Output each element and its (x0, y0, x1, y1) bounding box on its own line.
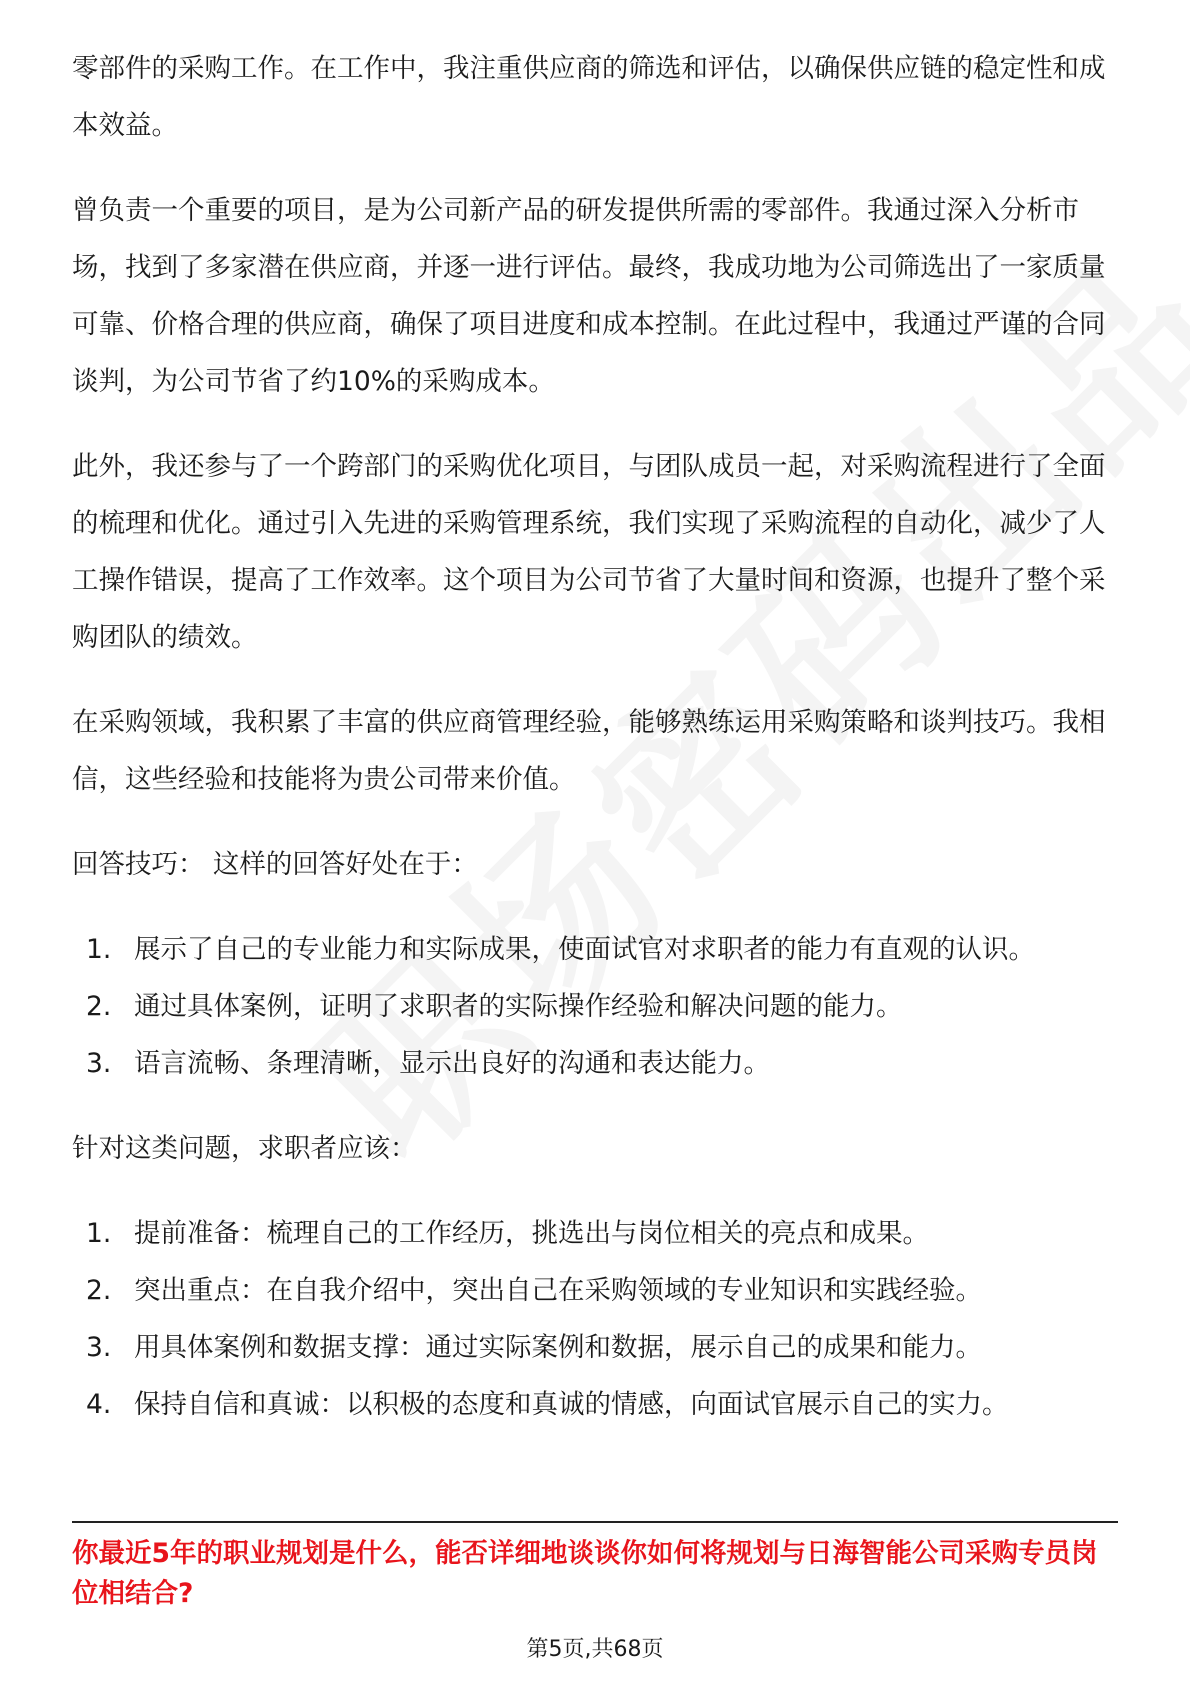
list-item (72, 978, 1118, 1035)
list-item (72, 1376, 1118, 1433)
advice-heading-block (72, 1120, 1118, 1177)
tips-list-block (72, 921, 1118, 1092)
advice-heading: 针对这类问题，求职者应该： (72, 1133, 417, 1164)
list-text: 用具体案例和数据支撑：通过实际案例和数据，展示自己的成果和能力。 (134, 1332, 982, 1363)
list-item (72, 921, 1118, 978)
tips-list (72, 921, 1118, 1092)
list-number: 2. (86, 991, 112, 1022)
list-text: 提前准备：梳理自己的工作经历，挑选出与岗位相关的亮点和成果。 (134, 1218, 929, 1249)
paragraph-text: 在采购领域，我积累了丰富的供应商管理经验，能够熟练运用采购策略和谈判技巧。我相信，这些经验和技能将为贵公司带来价值。 (72, 707, 1106, 795)
list-number: 1. (86, 934, 112, 965)
answer-paragraph-4 (72, 694, 1118, 808)
list-text: 突出重点：在自我介绍中，突出自己在采购领域的专业知识和实践经验。 (134, 1275, 982, 1306)
list-number: 3. (86, 1332, 112, 1363)
paragraph-text: 此外，我还参与了一个跨部门的采购优化项目，与团队成员一起，对采购流程进行了全面的梳理和优化。通过引入先进的采购管理系统，我们实现了采购流程的自动化，减少了人工操作错误，提高了工作效率。这个项目为公司节省了大量时间和资源，也提升了整个采购团队的绩效。 (72, 451, 1106, 653)
list-item (72, 1035, 1118, 1092)
list-number: 1. (86, 1218, 112, 1249)
list-text: 语言流畅、条理清晰，显示出良好的沟通和表达能力。 (134, 1048, 770, 1079)
paragraph-text: 零部件的采购工作。在工作中，我注重供应商的筛选和评估，以确保供应链的稳定性和成本效益。 (72, 53, 1106, 141)
list-text: 展示了自己的专业能力和实际成果，使面试官对求职者的能力有直观的认识。 (134, 934, 1035, 965)
advice-list (72, 1205, 1118, 1433)
tips-heading: 回答技巧： 这样的回答好处在于： (72, 849, 478, 880)
section-divider (72, 1521, 1118, 1523)
tips-heading-block (72, 836, 1118, 893)
paragraph-text: 曾负责一个重要的项目，是为公司新产品的研发提供所需的零部件。我通过深入分析市场，找到了多家潜在供应商，并逐一进行评估。最终，我成功地为公司筛选出了一家质量可靠、价格合理的供应商，确保了项目进度和成本控制。在此过程中，我通过严谨的合同谈判，为公司节省了约10%的采购成本。 (72, 195, 1106, 397)
list-item (72, 1319, 1118, 1376)
advice-list-block (72, 1205, 1118, 1433)
answer-paragraph-2 (72, 182, 1118, 410)
list-text: 保持自信和真诚：以积极的态度和真诚的情感，向面试官展示自己的实力。 (134, 1389, 1009, 1420)
answer-paragraph-1 (72, 40, 1118, 154)
list-number: 3. (86, 1048, 112, 1079)
list-item (72, 1205, 1118, 1262)
list-item (72, 1262, 1118, 1319)
list-number: 2. (86, 1275, 112, 1306)
list-text: 通过具体案例，证明了求职者的实际操作经验和解决问题的能力。 (134, 991, 903, 1022)
list-number: 4. (86, 1389, 112, 1420)
page-footer: 第5页,共68页 (526, 1637, 664, 1662)
document-body (72, 40, 1118, 1461)
next-question-heading: 你最近5年的职业规划是什么，能否详细地谈谈你如何将规划与日海智能公司采购专员岗位相结合? (72, 1538, 1098, 1609)
answer-paragraph-3 (72, 438, 1118, 666)
